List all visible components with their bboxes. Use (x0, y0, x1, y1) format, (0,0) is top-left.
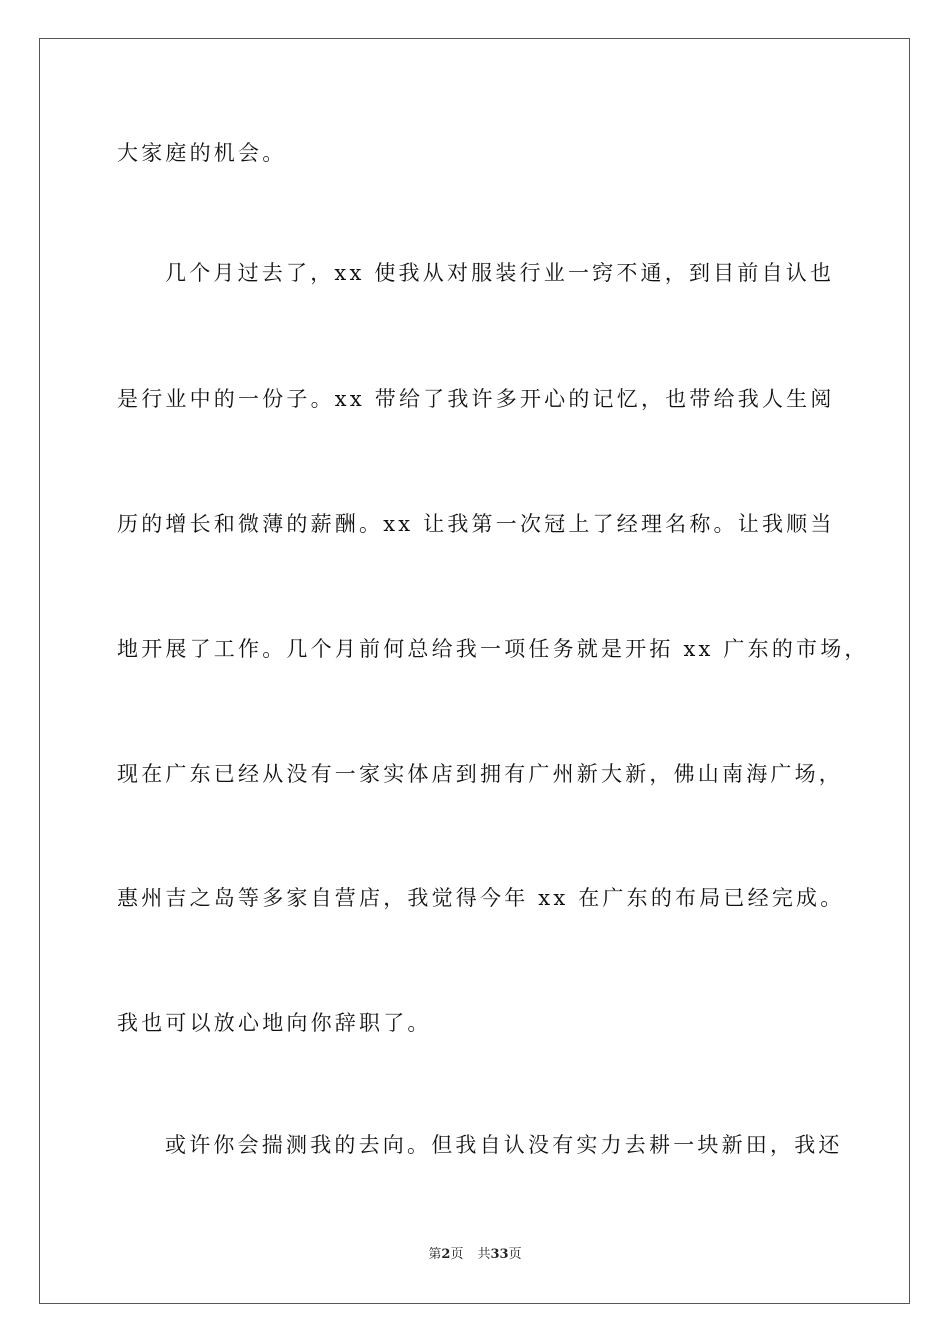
text-line-7: 惠州吉之岛等多家自营店，我觉得今年 xx 在广东的布局已经完成。 (117, 886, 845, 910)
text-line-8: 我也可以放心地向你辞职了。 (117, 1011, 432, 1035)
footer-page-unit: 页 (450, 1247, 464, 1262)
text-line-5: 地开展了工作。几个月前何总给我一项任务就是开拓 xx 广东的市场， (117, 637, 869, 661)
footer-total-prefix: 共 (477, 1247, 491, 1262)
text-line-4: 历的增长和微薄的薪酬。xx 让我第一次冠上了经理名称。让我顺当 (117, 512, 835, 536)
text-line-6: 现在广东已经从没有一家实体店到拥有广州新大新，佛山南海广场， (117, 762, 843, 786)
footer-page-prefix: 第 (428, 1247, 442, 1262)
footer-page-total: 33 (490, 1247, 509, 1262)
page-footer (0, 1246, 950, 1264)
text-line-1: 大家庭的机会。 (117, 141, 287, 165)
text-line-9: 或许你会揣测我的去向。但我自认没有实力去耕一块新田，我还 (165, 1133, 843, 1157)
text-line-2: 几个月过去了，xx 使我从对服装行业一窍不通，到目前自认也 (165, 261, 835, 285)
page-frame (39, 38, 910, 1304)
footer-page-current: 2 (441, 1247, 451, 1262)
text-line-3: 是行业中的一份子。xx 带给了我许多开心的记忆，也带给我人生阅 (117, 387, 835, 411)
footer-total-unit: 页 (508, 1247, 522, 1262)
